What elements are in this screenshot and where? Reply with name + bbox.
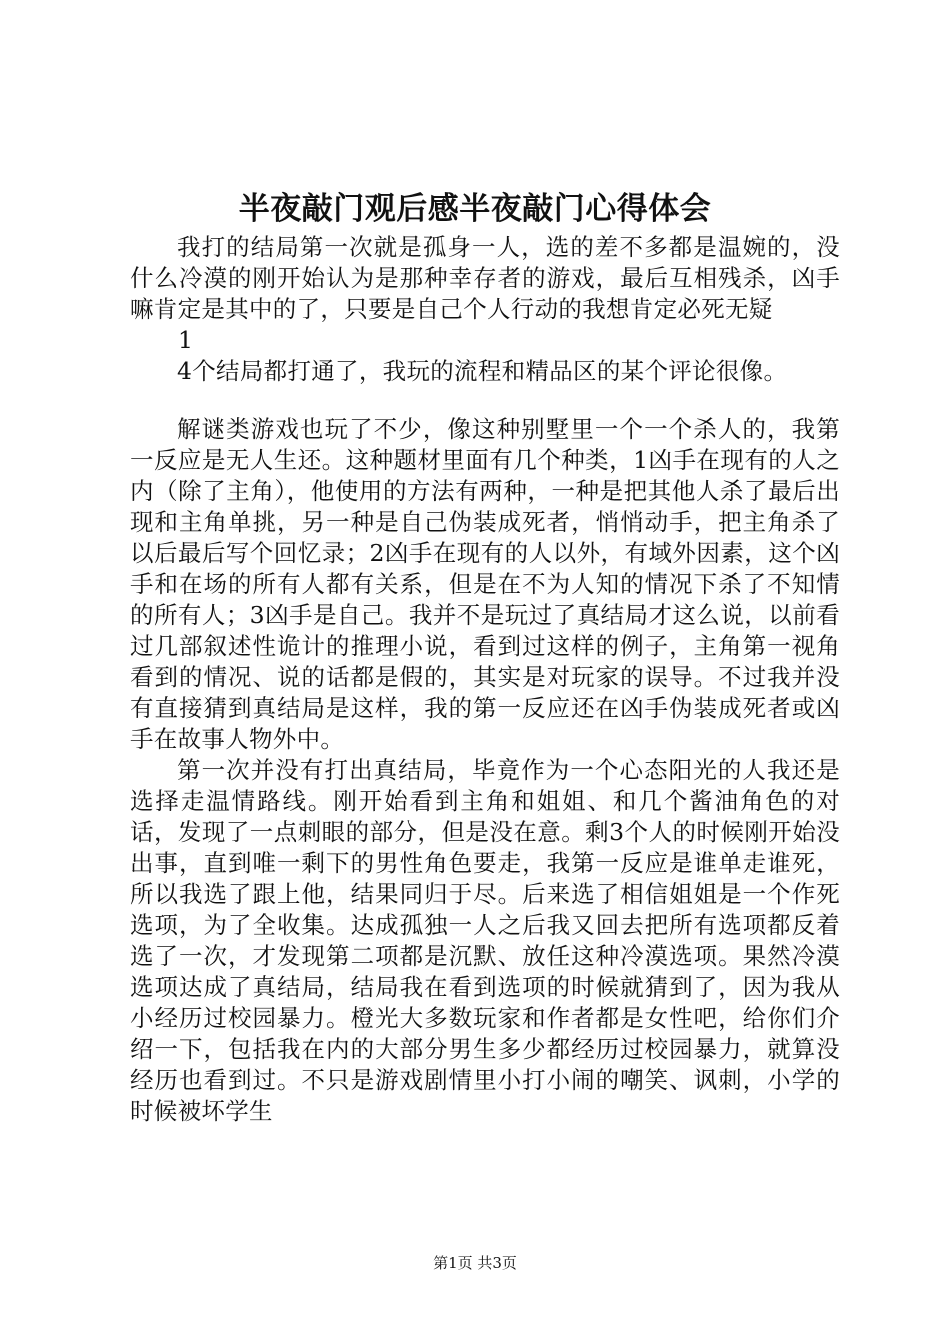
paragraph-4: 解谜类游戏也玩了不少，像这种别墅里一个一个杀人的，我第一反应是无人生还。这种题材里面有几个种类，1凶手在现有的人之内（除了主角），他使用的方法有两种，一种是把其他人杀了最后出现和主角单挑，另一种是自己伪装成死者，悄悄动手，把主角杀了以后最后写个回忆录；2凶手在现有的人以外，有域外因素，这个凶手和在场的所有人都有关系，但是在不为人知的情况下杀了不知情的所有人；3凶手是自己。我并不是玩过了真结局才这么说，以前看过几部叙述性诡计的推理小说，看到过这样的例子，主角第一视角看到的情况、说的话都是假的，其实是对玩家的误导。不过我并没有直接猜到真结局是这样，我的第一反应还在凶手伪装成死者或凶手在故事人物外中。 <box>130 415 840 753</box>
paragraph-5: 第一次并没有打出真结局，毕竟作为一个心态阳光的人我还是选择走温情路线。刚开始看到主角和姐姐、和几个酱油角色的对话，发现了一点刺眼的部分，但是没在意。剩3个人的时候刚开始没出事，直到唯一剩下的男性角色要走，我第一反应是谁单走谁死，所以我选了跟上他，结果同归于尽。后来选了相信姐姐是一个作死选项，为了全收集。达成孤独一人之后我又回去把所有选项都反着选了一次，才发现第二项都是沉默、放任这种冷漠选项。果然冷漠选项达成了真结局，结局我在看到选项的时候就猜到了，因为我从小经历过校园暴力。橙光大多数玩家和作者都是女性吧，给你们介绍一下，包括我在内的大部分男生多少都经历过校园暴力，就算没经历也看到过。不只是游戏剧情里小打小闹的嘲笑、讽刺，小学的时候被坏学生 <box>130 756 840 1125</box>
document-body <box>130 232 840 1127</box>
page-footer: 第1页 共3页 <box>433 1254 517 1272</box>
paragraph-1: 我打的结局第一次就是孤身一人，选的差不多都是温婉的，没什么冷漠的刚开始认为是那种幸存者的游戏，最后互相残杀，凶手嘛肯定是其中的了，只要是自己个人行动的我想肯定必死无疑 <box>130 233 840 323</box>
paragraph-2: 1 <box>178 326 193 354</box>
paragraph-3: 4个结局都打通了，我玩的流程和精品区的某个评论很像。 <box>177 357 788 385</box>
paragraph-gap <box>130 387 840 414</box>
page-title: 半夜敲门观后感半夜敲门心得体会 <box>238 191 712 227</box>
